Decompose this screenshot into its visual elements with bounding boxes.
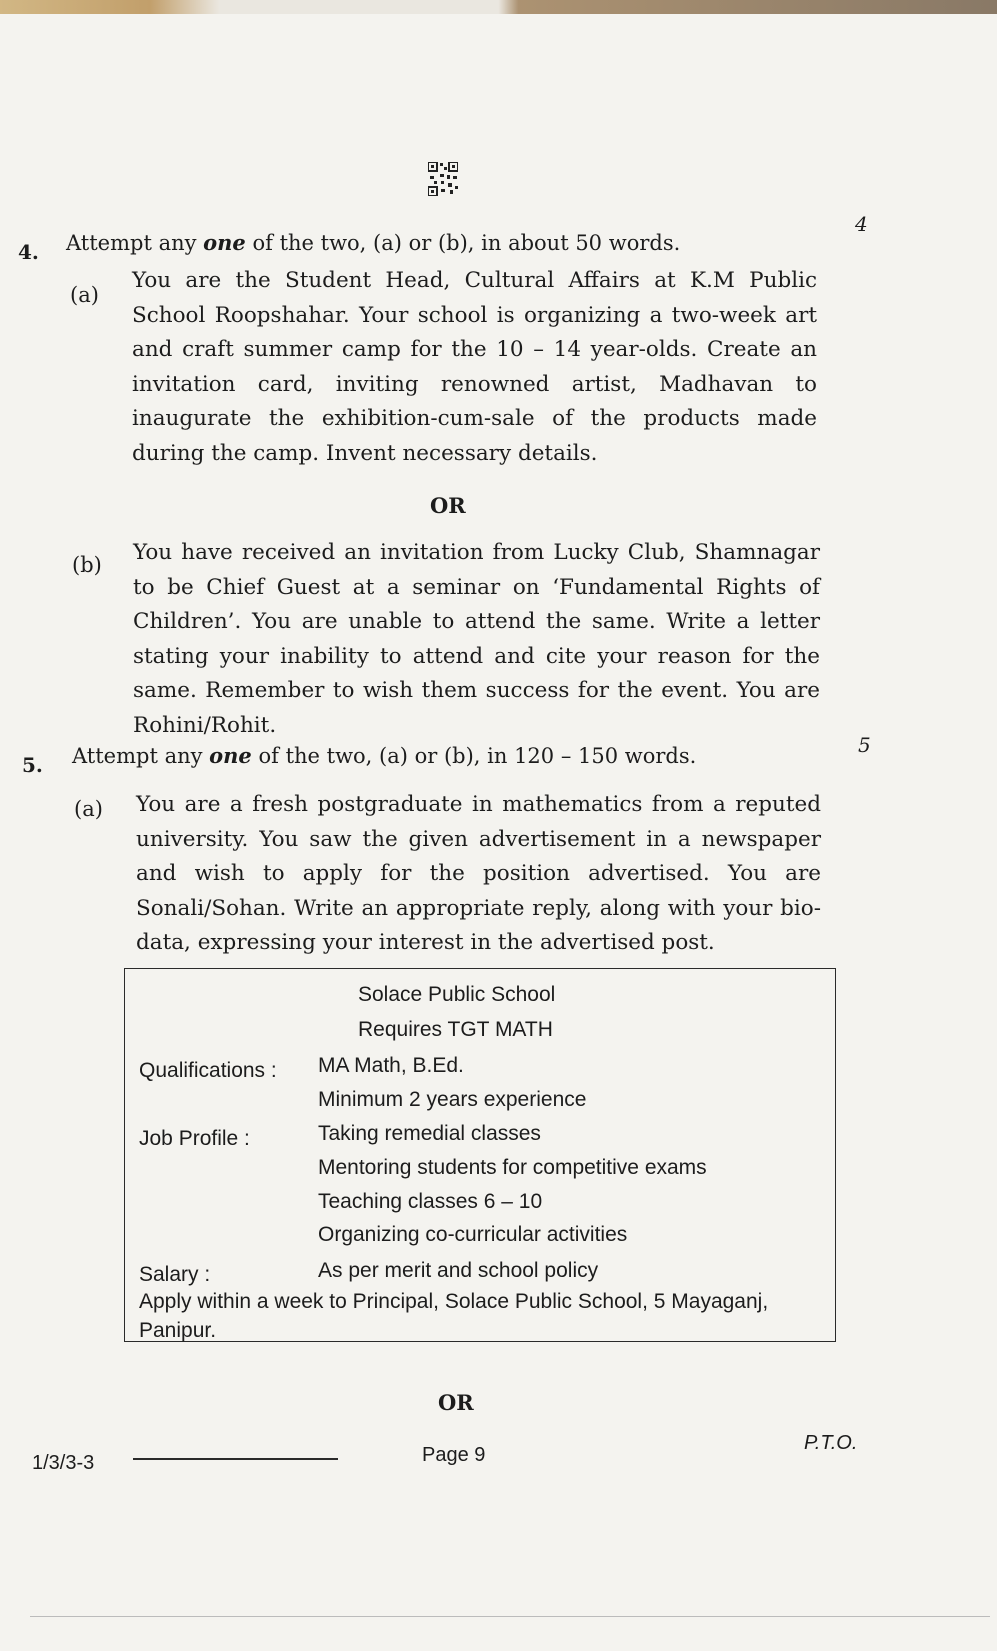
instruction-post: of the two, (a) or (b), in 120 – 150 words. [251,744,697,768]
instruction-post: of the two, (a) or (b), in about 50 words. [245,231,681,255]
advertisement-box [124,968,836,1342]
question-4-instruction [66,230,680,255]
question-5-number: 5. [22,753,43,777]
question-5-or: OR [438,1390,474,1415]
ad-job-profile-label: Job Profile : [139,1127,250,1150]
question-4-or: OR [430,493,466,518]
question-5-marks: 5 [858,733,871,757]
ad-apply-line-1: Apply within a week to Principal, Solace Public School, 5 Mayaganj, [139,1290,769,1313]
ad-qualification-1: MA Math, B.Ed. [318,1054,464,1077]
ad-salary-value: As per merit and school policy [318,1259,599,1282]
footer-rule [133,1458,338,1460]
page-bottom-line [30,1616,990,1617]
ad-job-4: Organizing co-curricular activities [318,1223,628,1246]
question-4-marks: 4 [855,212,868,236]
page-edge-shadow [0,0,997,14]
instruction-pre: Attempt any [66,231,204,255]
question-4b-text: You have received an invitation from Lucky Club, Shamnagar to be Chief Guest at a seminar on ‘Fundamental Rights of Children’. You are unable to attend the same. Write a letter stating your inability to attend and cite your reason for the same. Remember to wish them success for the event. You are Rohini/Rohit. [133,540,820,738]
page-number: Page 9 [422,1444,486,1466]
question-4a-text: You are the Student Head, Cultural Affairs at K.M Public School Roopshahar. Your school is organizing a two-week art and craft summer camp for the 10 – 14 year-olds. Create an invitation card, inviting renowned artist, Madhavan to inaugurate the exhibition-cum-sale of the products made during the camp. Invent necessary details. [132,268,817,466]
question-5a-text: You are a fresh postgraduate in mathematics from a reputed university. You saw the given advertisement in a newspaper and wish to apply for the position advertised. You are Sonali/Sohan. Write an appropriate reply, along with your bio-data, expressing your interest in the advertised post. [136,792,821,955]
question-5-instruction [72,743,696,768]
question-4b-label: (b) [72,553,102,577]
instruction-emphasis: one [209,743,252,768]
instruction-emphasis: one [203,230,246,255]
ad-requires: Requires TGT MATH [358,1018,553,1041]
ad-apply-line-2: Panipur. [139,1319,217,1342]
ad-salary-label: Salary : [139,1263,211,1286]
ad-school-name: Solace Public School [358,983,556,1006]
instruction-pre: Attempt any [72,744,210,768]
ad-job-3: Teaching classes 6 – 10 [318,1190,543,1213]
question-5a-label: (a) [74,797,103,821]
ad-qualification-2: Minimum 2 years experience [318,1088,587,1111]
qr-code-icon [428,162,458,196]
paper-code: 1/3/3-3 [32,1452,95,1474]
ad-job-1: Taking remedial classes [318,1122,541,1145]
ad-job-2: Mentoring students for competitive exams [318,1156,707,1179]
question-4a-label: (a) [70,283,99,307]
pto-label: P.T.O. [804,1432,858,1454]
ad-qualifications-label: Qualifications : [139,1059,277,1082]
question-4-number: 4. [18,240,39,264]
